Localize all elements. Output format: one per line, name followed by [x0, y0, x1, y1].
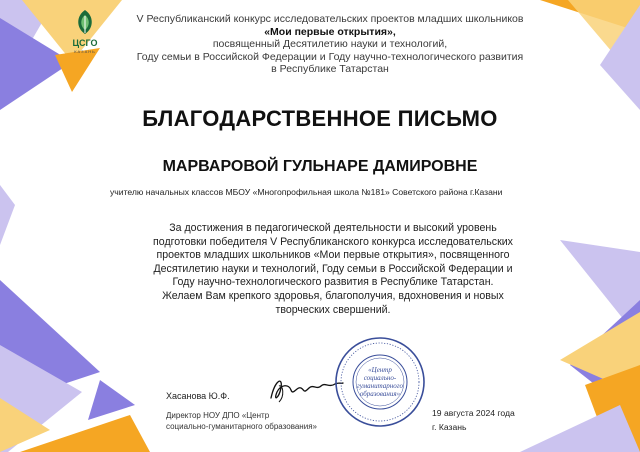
contest-header	[100, 13, 560, 76]
body-line: проектов младших школьников «Мои первые открытия», посвященного	[156, 249, 510, 262]
letter-body	[108, 222, 558, 317]
header-line: посвященный Десятилетию науки и технологий,	[212, 38, 448, 50]
signatory-name: Хасанова Ю.Ф.	[166, 391, 230, 401]
body-line: подготовки победителя V Республиканского конкурса исследовательских	[153, 235, 513, 248]
logo-subtitle: КАЗАНЬ	[74, 49, 96, 54]
body-line: Желаем Вам крепкого здоровья, благополучия, вдохновения и новых	[162, 289, 504, 302]
deco-shape	[88, 380, 135, 420]
document-title: БЛАГОДАРСТВЕННОЕ ПИСЬМО	[142, 106, 498, 131]
issue-city: г. Казань	[432, 422, 467, 432]
issue-date: 19 августа 2024 года	[432, 408, 515, 418]
signatory-role-line: социально-гуманитарного образования»	[166, 421, 317, 431]
header-line: в Республике Татарстан	[271, 63, 389, 75]
deco-shape	[520, 405, 640, 452]
stamp-text: «Центр социально- гуманитарного образования»	[357, 366, 403, 398]
recipient-name: МАРВАРОВОЙ ГУЛЬНАРЕ ДАМИРОВНЕ	[162, 158, 478, 175]
header-line: V Республиканский конкурс исследовательских проектов младших школьников	[136, 13, 524, 25]
date-block	[432, 406, 515, 434]
header-contest-name: «Мои первые открытия»,	[264, 25, 396, 38]
official-stamp	[334, 336, 426, 428]
body-line: За достижения в педагогической деятельности и высокий уровень	[169, 222, 497, 234]
logo-name: ЦСГО	[72, 38, 98, 48]
signatory-role	[166, 411, 356, 432]
recipient-position: учителю начальных классов МБОУ «Многопрофильная школа №181» Советского района г.Казани	[110, 187, 503, 197]
handwritten-signature	[265, 372, 345, 406]
body-line: творческих свершений.	[275, 303, 391, 316]
deco-shape	[0, 185, 15, 245]
header-line: Году семьи в Российской Федерации и Году научно-технологического развития	[136, 50, 524, 63]
body-line: Десятилетию науки и технологий, Году семьи в Российской Федерации и	[153, 262, 513, 275]
body-line: Году научно-технологического развития в Республике Татарстан.	[172, 276, 494, 289]
signatory-role-line: Директор НОУ ДПО «Центр	[166, 411, 270, 420]
